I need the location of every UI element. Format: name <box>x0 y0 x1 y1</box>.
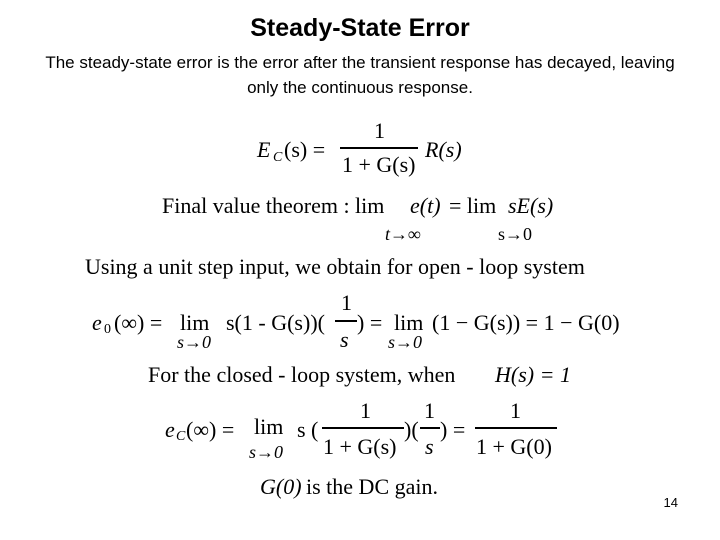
eq4-lim1-under: s→0 <box>177 332 212 352</box>
page-number: 14 <box>663 495 678 510</box>
eq2-fn-rhs: sE(s) <box>508 193 554 218</box>
eq1-lhs-sub: C <box>273 150 283 165</box>
eq6-fraction2-bar <box>420 427 440 429</box>
eq6-frac1-den: 1 + G(s) <box>323 434 397 459</box>
eq4-part-c: (1 − G(s)) = 1 − G(0) <box>432 310 620 335</box>
eq7-text: is the DC gain. <box>306 474 438 499</box>
eq1-numerator: 1 <box>374 118 385 143</box>
slide-title: Steady-State Error <box>250 14 470 42</box>
eq4-lim2-under: s→0 <box>388 332 423 352</box>
eq4-lim1: lim <box>180 310 210 335</box>
eq6-lim-under: s→0 <box>249 442 284 462</box>
slide-subtitle: The steady-state error is the error after the transient response has decayed, leaving only the continuous response. <box>45 53 675 97</box>
eq6-eq: ) = <box>440 417 466 442</box>
eq5-condition: H(s) = 1 <box>495 362 571 387</box>
eq2-eq-lim: = lim <box>449 193 497 218</box>
eq4-frac-den: s <box>340 327 349 352</box>
eq4-frac-num: 1 <box>341 290 352 315</box>
eq6-fraction1-bar <box>322 427 404 429</box>
eq1-lhs: E <box>257 137 271 162</box>
eq4-lhs: e <box>92 310 102 335</box>
eq6-mid: )( <box>404 417 419 442</box>
eq6-lhs-arg: (∞) = <box>186 417 235 442</box>
eq6-frac2-den: s <box>425 434 434 459</box>
eq2-fn-lhs: e(t) <box>410 193 441 218</box>
eq6-frac1-num: 1 <box>360 398 371 423</box>
eq6-fraction3-bar <box>475 427 557 429</box>
eq7-fn: G(0) <box>260 474 302 499</box>
eq6-frac3-den: 1 + G(0) <box>476 434 552 459</box>
eq1-fraction-bar <box>340 147 418 149</box>
eq2-limit-left: t→∞ <box>385 224 421 244</box>
eq6-lhs: e <box>165 417 175 442</box>
eq6-lim: lim <box>254 414 284 439</box>
eq6-frac2-num: 1 <box>424 398 435 423</box>
open-loop-sentence: Using a unit step input, we obtain for open - loop system <box>85 254 585 279</box>
eq6-s-factor: s ( <box>297 417 319 442</box>
eq6-frac3-num: 1 <box>510 398 521 423</box>
eq2-prefix: Final value theorem : lim <box>162 193 385 218</box>
eq4-lim2: lim <box>394 310 424 335</box>
eq1-rhs: R(s) <box>425 137 462 162</box>
eq4-part-a: s(1 - G(s))( <box>226 310 325 335</box>
eq4-part-b: ) = <box>357 310 383 335</box>
eq2-limit-right: s→0 <box>498 224 533 244</box>
eq4-lhs-arg: (∞) = <box>114 310 163 335</box>
eq1-lhs-arg: (s) = <box>284 137 326 162</box>
eq6-lhs-sub: C <box>176 429 186 444</box>
eq4-fraction-bar <box>335 320 357 322</box>
eq1-denominator: 1 + G(s) <box>342 152 416 177</box>
eq4-lhs-sub: 0 <box>104 322 111 337</box>
eq5-prefix: For the closed - loop system, when <box>148 362 456 387</box>
